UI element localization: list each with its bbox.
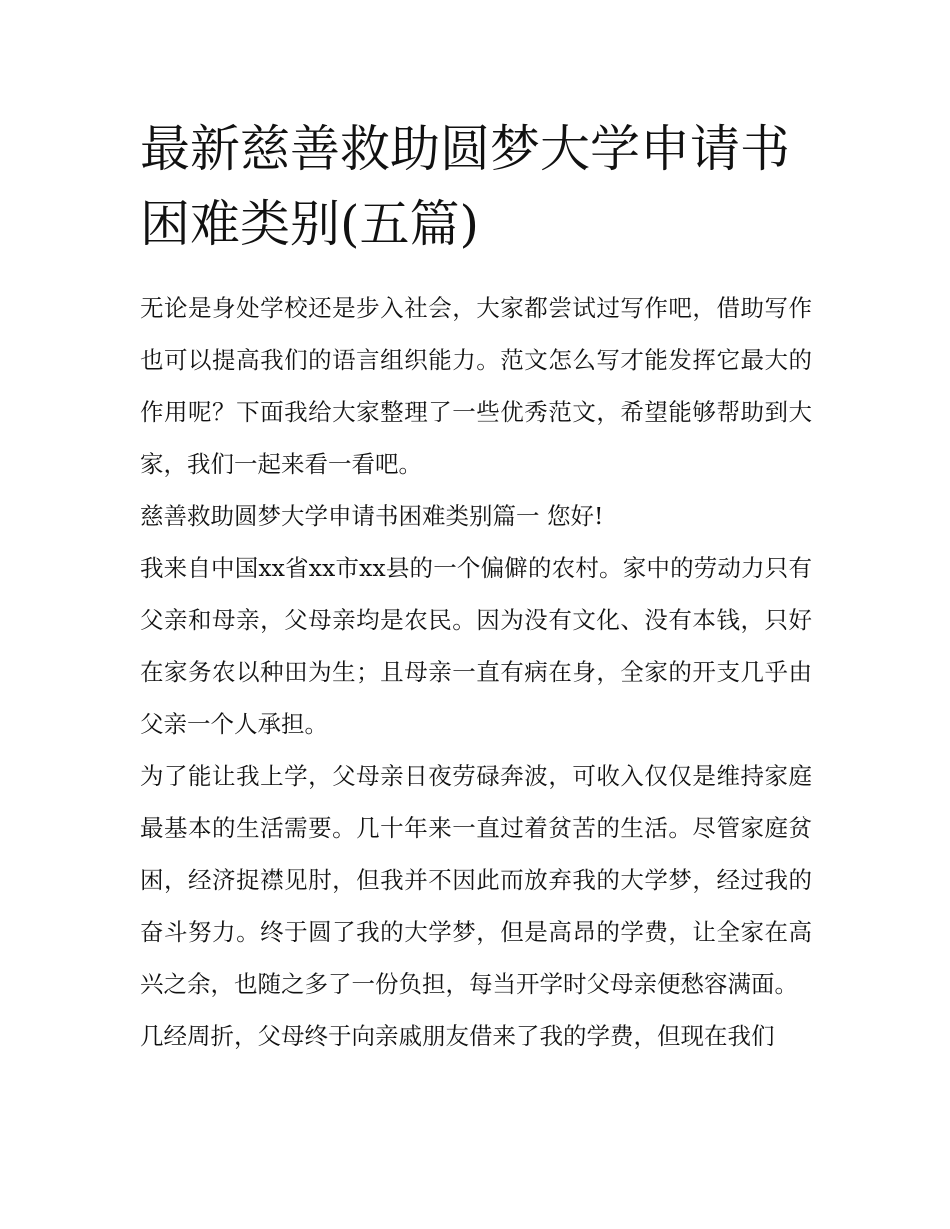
document-page [140, 112, 812, 1062]
section-heading-paragraph: 慈善救助圆梦大学申请书困难类别篇一 您好! [140, 502, 604, 530]
body-paragraph-family: 我来自中国xx省xx市xx县的一个偏僻的农村。家中的劳动力只有父亲和母亲，父母亲均是农民。因为没有文化、没有本钱，只好在家务农以种田为生；且母亲一直有病在身，全家的开支几乎由父亲一个人承担。 [140, 554, 812, 738]
document-title: 最新慈善救助圆梦大学申请书困难类别(五篇) [140, 120, 790, 253]
body-paragraph-hardship: 为了能让我上学，父母亲日夜劳碌奔波，可收入仅仅是维持家庭最基本的生活需要。几十年来一直过着贫苦的生活。尽管家庭贫困，经济捉襟见肘，但我并不因此而放弃我的大学梦，经过我的奋斗努力。终于圆了我的大学梦，但是高昂的学费，让全家在高兴之余，也随之多了一份负担，每当开学时父母亲便愁容满面。 [140, 762, 812, 998]
body-paragraph-tuition: 几经周折，父母终于向亲戚朋友借来了我的学费，但现在我们 [140, 1022, 775, 1050]
title-spacer [140, 262, 812, 282]
intro-paragraph: 无论是身处学校还是步入社会，大家都尝试过写作吧，借助写作也可以提高我们的语言组织能力。范文怎么写才能发挥它最大的作用呢？下面我给大家整理了一些优秀范文，希望能够帮助到大家，我们一起来看一看吧。 [140, 294, 812, 478]
